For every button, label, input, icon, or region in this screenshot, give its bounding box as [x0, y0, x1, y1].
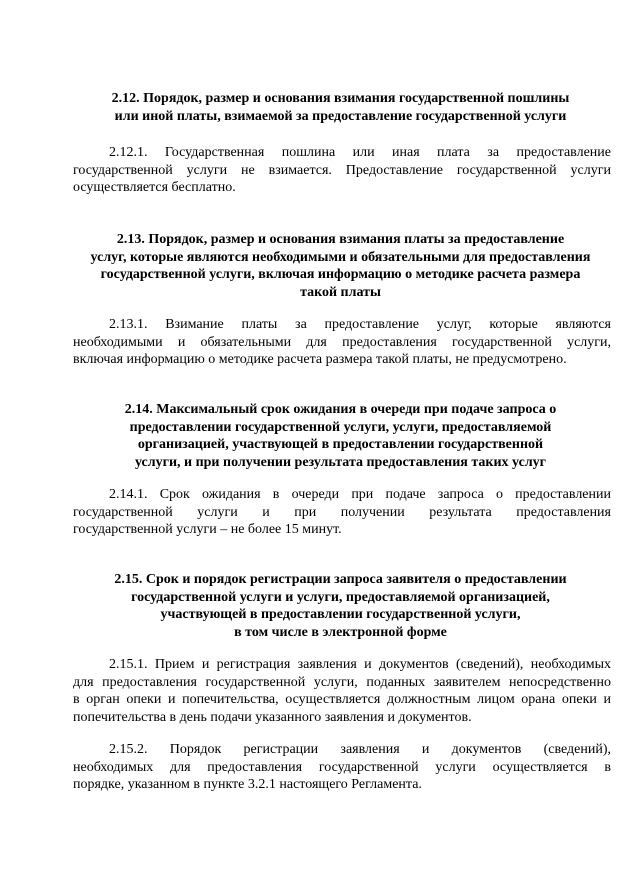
heading-line: 2.12. Порядок, размер и основания взимания государственной пошлины	[111, 91, 570, 106]
paragraph-2-15-1	[73, 656, 611, 726]
paragraph-line: 2.13.1. Взимание платы за предоставление услуг, которые являются	[109, 317, 611, 332]
heading-line: или иной платы, взимаемой за предоставление государственной услуги	[114, 108, 567, 124]
paragraph-line: 2.14.1. Срок ожидания в очереди при подаче запроса о предоставлении	[109, 487, 611, 502]
paragraph-line: необходимых для предоставления государственной услуги осуществляется в	[73, 759, 611, 775]
section-heading-2-13	[70, 231, 611, 301]
heading-line: участвующей в предоставлении государственной услуги,	[160, 607, 521, 622]
heading-line: предоставлении государственной услуги, услуги, предоставляемой	[129, 419, 552, 435]
heading-line: 2.15. Срок и порядок регистрации запроса заявителя о предоставлении	[114, 572, 567, 587]
heading-line: 2.14. Максимальный срок ожидания в очереди при подаче запроса о	[124, 402, 557, 417]
paragraph-line: государственной услуги – не более 15 минут.	[73, 522, 342, 537]
heading-line: государственной услуги, включая информацию о методике расчета размера	[100, 267, 581, 282]
paragraph-line: государственной услуги не взимается. Предоставление государственной услуги	[73, 162, 611, 178]
paragraph-line: осуществляется бесплатно.	[73, 180, 236, 195]
heading-line: услуги, и при получении результата предоставления таких услуг	[134, 454, 547, 470]
section-heading-2-15	[70, 571, 611, 641]
heading-line: такой платы	[300, 284, 381, 300]
paragraph-2-12-1	[73, 144, 611, 197]
paragraph-2-14-1	[73, 486, 611, 539]
paragraph-line: попечительства в день подачи указанного заявления и документов.	[73, 709, 472, 725]
paragraph-line: государственной услуги и при получении результата предоставления	[73, 504, 611, 520]
heading-line: 2.13. Порядок, размер и основания взимания платы за предоставление	[116, 232, 565, 247]
paragraph-line: 2.15.2. Порядок регистрации заявления и документов (сведений),	[109, 742, 611, 757]
heading-line: в том числе в электронной форме	[234, 624, 447, 640]
heading-line: государственной услуги и услуги, предоставляемой организацией,	[131, 589, 550, 605]
paragraph-2-13-1	[73, 316, 611, 369]
paragraph-line: в орган опеки и попечительства, осуществляется должностным лицом орана опеки и	[73, 692, 611, 707]
paragraph-line: включая информацию о методике расчета размера такой платы, не предусмотрено.	[73, 352, 567, 367]
paragraph-2-15-2	[73, 741, 611, 794]
paragraph-line: 2.15.1. Прием и регистрация заявления и документов (сведений), необходимых	[109, 657, 611, 672]
paragraph-line: 2.12.1. Государственная пошлина или иная плата за предоставление	[109, 145, 611, 160]
paragraph-line: порядке, указанном в пункте 3.2.1 настоящего Регламента.	[73, 777, 422, 792]
paragraph-line: необходимыми и обязательными для предоставления государственной услуги,	[73, 334, 611, 350]
paragraph-line: для предоставления государственной услуги, поданных заявителем непосредственно	[73, 674, 611, 690]
heading-line: организацией, участвующей в предоставлении государственной	[137, 437, 544, 452]
section-heading-2-12	[70, 90, 611, 125]
heading-line: услуг, которые являются необходимыми и обязательными для предоставления	[90, 249, 591, 265]
section-heading-2-14	[70, 401, 611, 471]
